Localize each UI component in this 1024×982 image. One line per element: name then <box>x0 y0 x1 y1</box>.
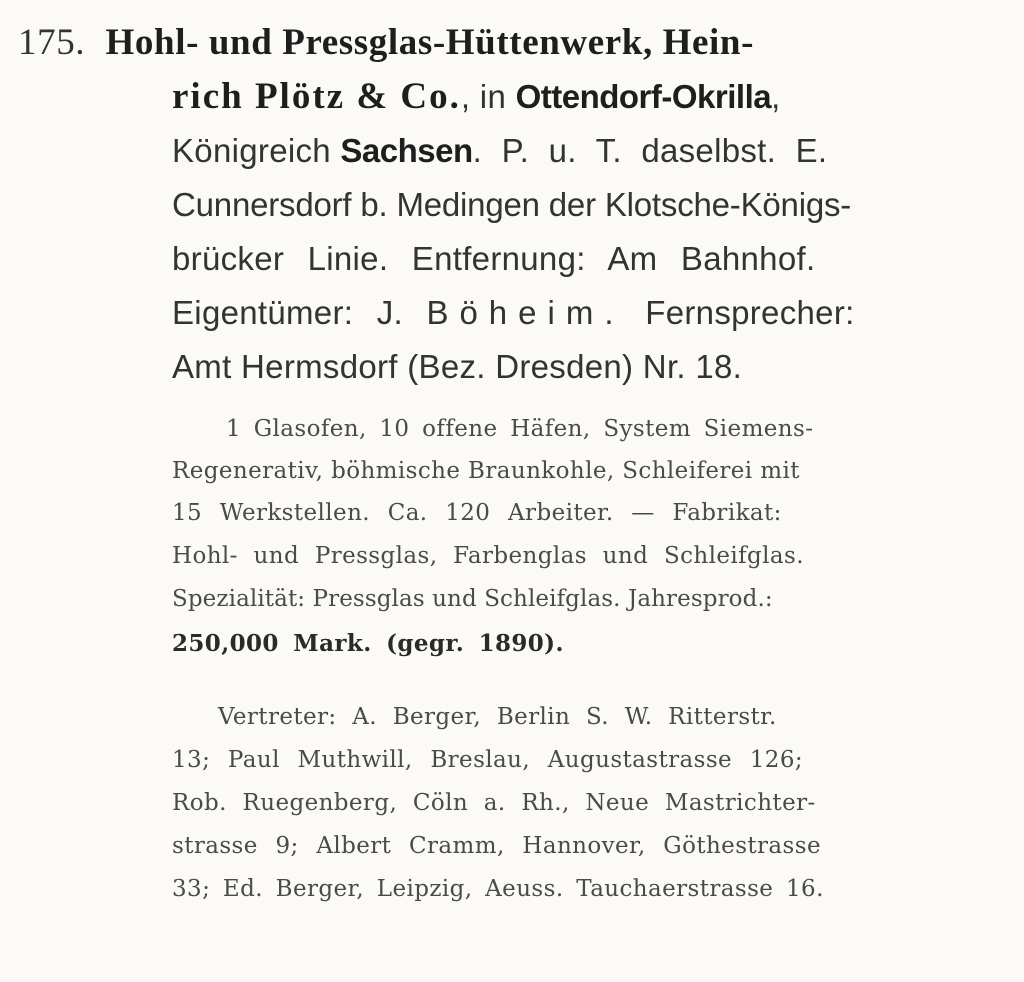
agents-line-1 <box>218 704 777 730</box>
firm-name-part-1: Hohl- und Pressglas-Hüttenwerk, Hein- <box>105 22 755 63</box>
address-line-kingdom <box>172 132 827 170</box>
owner-suffix: . Fernsprecher: <box>604 294 855 331</box>
phone-info: Amt Hermsdorf (Bez. Dresden) Nr. 18. <box>172 348 743 385</box>
owner-name: Böheim <box>426 294 605 331</box>
agents-line-2 <box>172 747 803 773</box>
details-text-1: 1 Glasofen, 10 offene Häfen, System Siemens- <box>226 416 814 442</box>
town-name: Ottendorf-Okrilla <box>515 78 772 115</box>
kingdom-label: Königreich <box>172 132 341 169</box>
town-punct: , <box>771 78 781 115</box>
entry-heading-line-2 <box>172 74 781 118</box>
state-name: Sachsen <box>340 132 473 169</box>
details-text-4: Hohl- und Pressglas, Farbenglas und Schleifglas. <box>172 543 804 569</box>
agents-line-3 <box>172 790 816 816</box>
agents-text-1: Vertreter: A. Berger, Berlin S. W. Ritterstr. <box>218 704 777 730</box>
details-text-6: 250,000 Mark. (gegr. 1890). <box>172 630 564 657</box>
in-word: , in <box>460 78 516 115</box>
details-line-2 <box>172 458 800 484</box>
entry-heading-line-1 <box>18 20 754 64</box>
agents-text-3: Rob. Ruegenberg, Cöln a. Rh., Neue Mastrichter- <box>172 790 816 816</box>
address-line-rail-2 <box>172 240 815 278</box>
address-line-owner <box>172 294 855 332</box>
rail-info-2: brücker Linie. Entfernung: Am Bahnhof. <box>172 240 816 277</box>
agents-text-4: strasse 9; Albert Cramm, Hannover, Göthestrasse <box>172 833 821 859</box>
agents-text-5: 33; Ed. Berger, Leipzig, Aeuss. Tauchaerstrasse 16. <box>172 876 824 902</box>
address-line-phone <box>172 348 742 386</box>
entry-number: 175. <box>18 22 86 63</box>
details-text-2: Regenerativ, böhmische Braunkohle, Schleiferei mit <box>172 458 800 484</box>
details-text-5: Spezialität: Pressglas und Schleifglas. Jahresprod.: <box>172 586 773 612</box>
address-line-rail-1 <box>172 186 851 224</box>
details-text-3: 15 Werkstellen. Ca. 120 Arbeiter. — Fabrikat: <box>172 500 782 526</box>
agents-line-4 <box>172 833 821 859</box>
owner-label: Eigentümer: J. <box>172 294 427 331</box>
agents-line-5 <box>172 876 824 902</box>
firm-name-part-2: rich Plötz & Co. <box>172 76 461 117</box>
agents-text-2: 13; Paul Muthwill, Breslau, Augustastrasse 126; <box>172 747 804 773</box>
details-line-3 <box>172 500 782 526</box>
rail-info-1: Cunnersdorf b. Medingen der Klotsche-Königs- <box>172 186 852 223</box>
details-line-4 <box>172 543 804 569</box>
details-line-6 <box>172 630 564 657</box>
details-line-1 <box>226 416 813 442</box>
post-info: . P. u. T. daselbst. E. <box>472 132 828 169</box>
details-line-5 <box>172 586 773 612</box>
